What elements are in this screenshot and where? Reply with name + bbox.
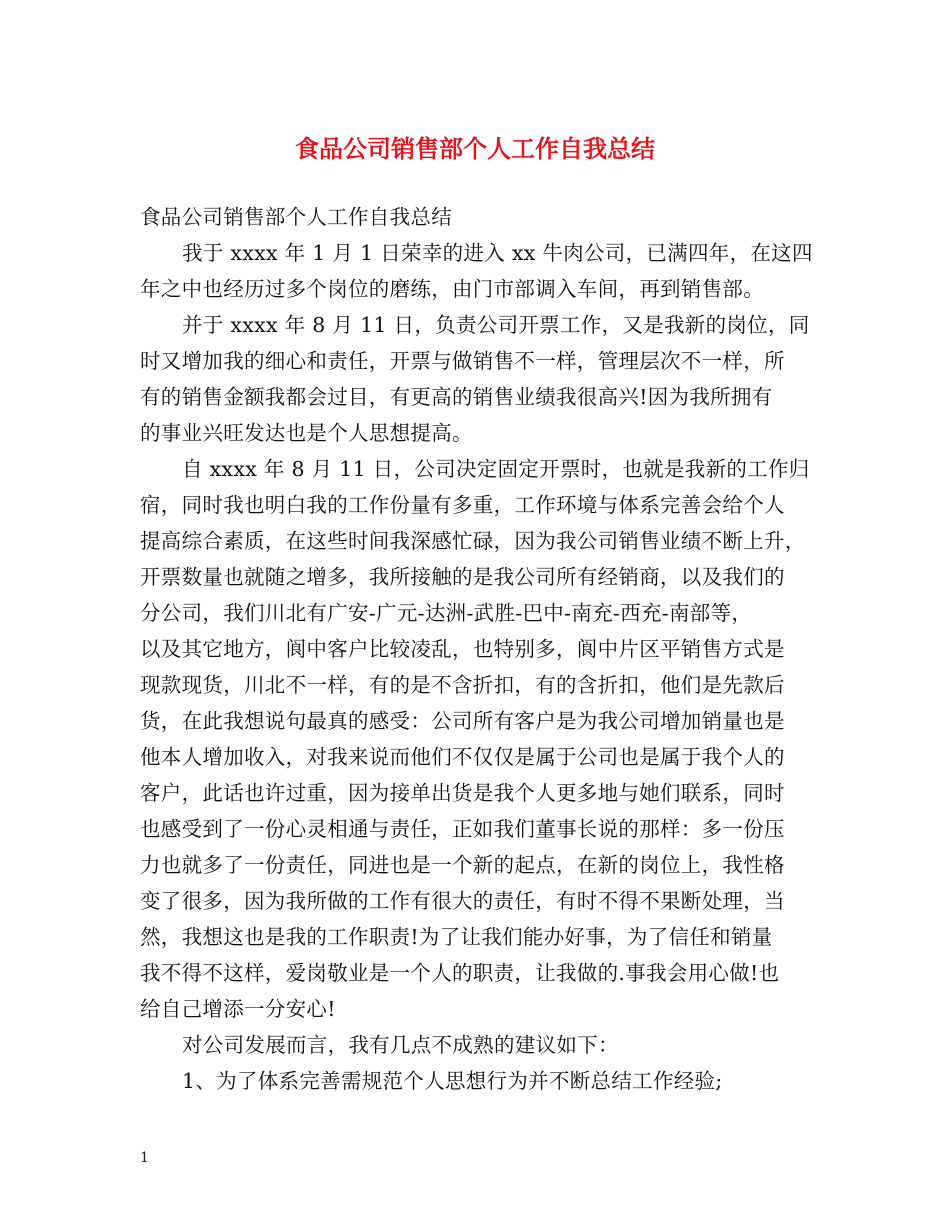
paragraph-line: 变了很多，因为我所做的工作有很大的责任，有时不得不果断处理，当 — [140, 889, 785, 913]
paragraph-line: 货，在此我想说句最真的感受：公司所有客户是为我公司增加销量也是 — [140, 709, 785, 733]
paragraph-line: 分公司，我们川北有广安-广元-达洲-武胜-巴中-南充-西充-南部等， — [140, 601, 753, 625]
paragraph-line: 我不得不这样，爱岗敬业是一个人的职责，让我做的.事我会用心做!也 — [140, 961, 780, 985]
document-title: 食品公司销售部个人工作自我总结 — [295, 135, 655, 163]
paragraph-line: 力也就多了一份责任，同进也是一个新的起点，在新的岗位上，我性格 — [140, 853, 785, 877]
paragraph-line: 的事业兴旺发达也是个人思想提高。 — [140, 421, 473, 445]
paragraph-line: 开票数量也就随之增多，我所接触的是我公司所有经销商，以及我们的 — [140, 565, 785, 589]
paragraph-line: 给自己增添一分安心! — [140, 997, 336, 1021]
paragraph-line: 我于 xxxx 年 1 月 1 日荣幸的进入 xx 牛肉公司，已满四年，在这四 — [182, 241, 813, 265]
page-number: 1 — [140, 1150, 149, 1166]
paragraph-line: 有的销售金额我都会过目，有更高的销售业绩我很高兴!因为我所拥有 — [140, 385, 773, 409]
paragraph-line: 并于 xxxx 年 8 月 11 日，负责公司开票工作，又是我新的岗位，同 — [182, 313, 810, 337]
paragraph-line: 时又增加我的细心和责任，开票与做销售不一样，管理层次不一样，所 — [140, 349, 785, 373]
paragraph-line: 以及其它地方，阆中客户比较凌乱，也特别多，阆中片区平销售方式是 — [140, 637, 785, 661]
paragraph-line: 他本人增加收入，对我来说而他们不仅仅是属于公司也是属于我个人的 — [140, 745, 785, 769]
paragraph-line: 现款现货，川北不一样，有的是不含折扣，有的含折扣，他们是先款后 — [140, 673, 785, 697]
list-item: 1、为了体系完善需规范个人思想行为并不断总结工作经验; — [182, 1069, 723, 1093]
paragraph-line: 年之中也经历过多个岗位的磨练，由门市部调入车间，再到销售部。 — [140, 277, 764, 301]
paragraph-line: 自 xxxx 年 8 月 11 日，公司决定固定开票时，也就是我新的工作归 — [182, 457, 810, 481]
paragraph-line: 客户，此话也许过重，因为接单出货是我个人更多地与她们联系，同时 — [140, 781, 785, 805]
document-body — [140, 199, 815, 1099]
paragraph-line: 对公司发展而言，我有几点不成熟的建议如下： — [182, 1033, 619, 1057]
paragraph-line: 提高综合素质，在这些时间我深感忙碌，因为我公司销售业绩不断上升， — [140, 529, 806, 553]
paragraph-line: 也感受到了一份心灵相通与责任，正如我们董事长说的那样：多一份压 — [140, 817, 785, 841]
paragraph-line: 宿，同时我也明白我的工作份量有多重，工作环境与体系完善会给个人 — [140, 493, 785, 517]
paragraph-line: 然，我想这也是我的工作职责!为了让我们能办好事，为了信任和销量 — [140, 925, 773, 949]
body-line-subtitle: 食品公司销售部个人工作自我总结 — [140, 205, 452, 229]
